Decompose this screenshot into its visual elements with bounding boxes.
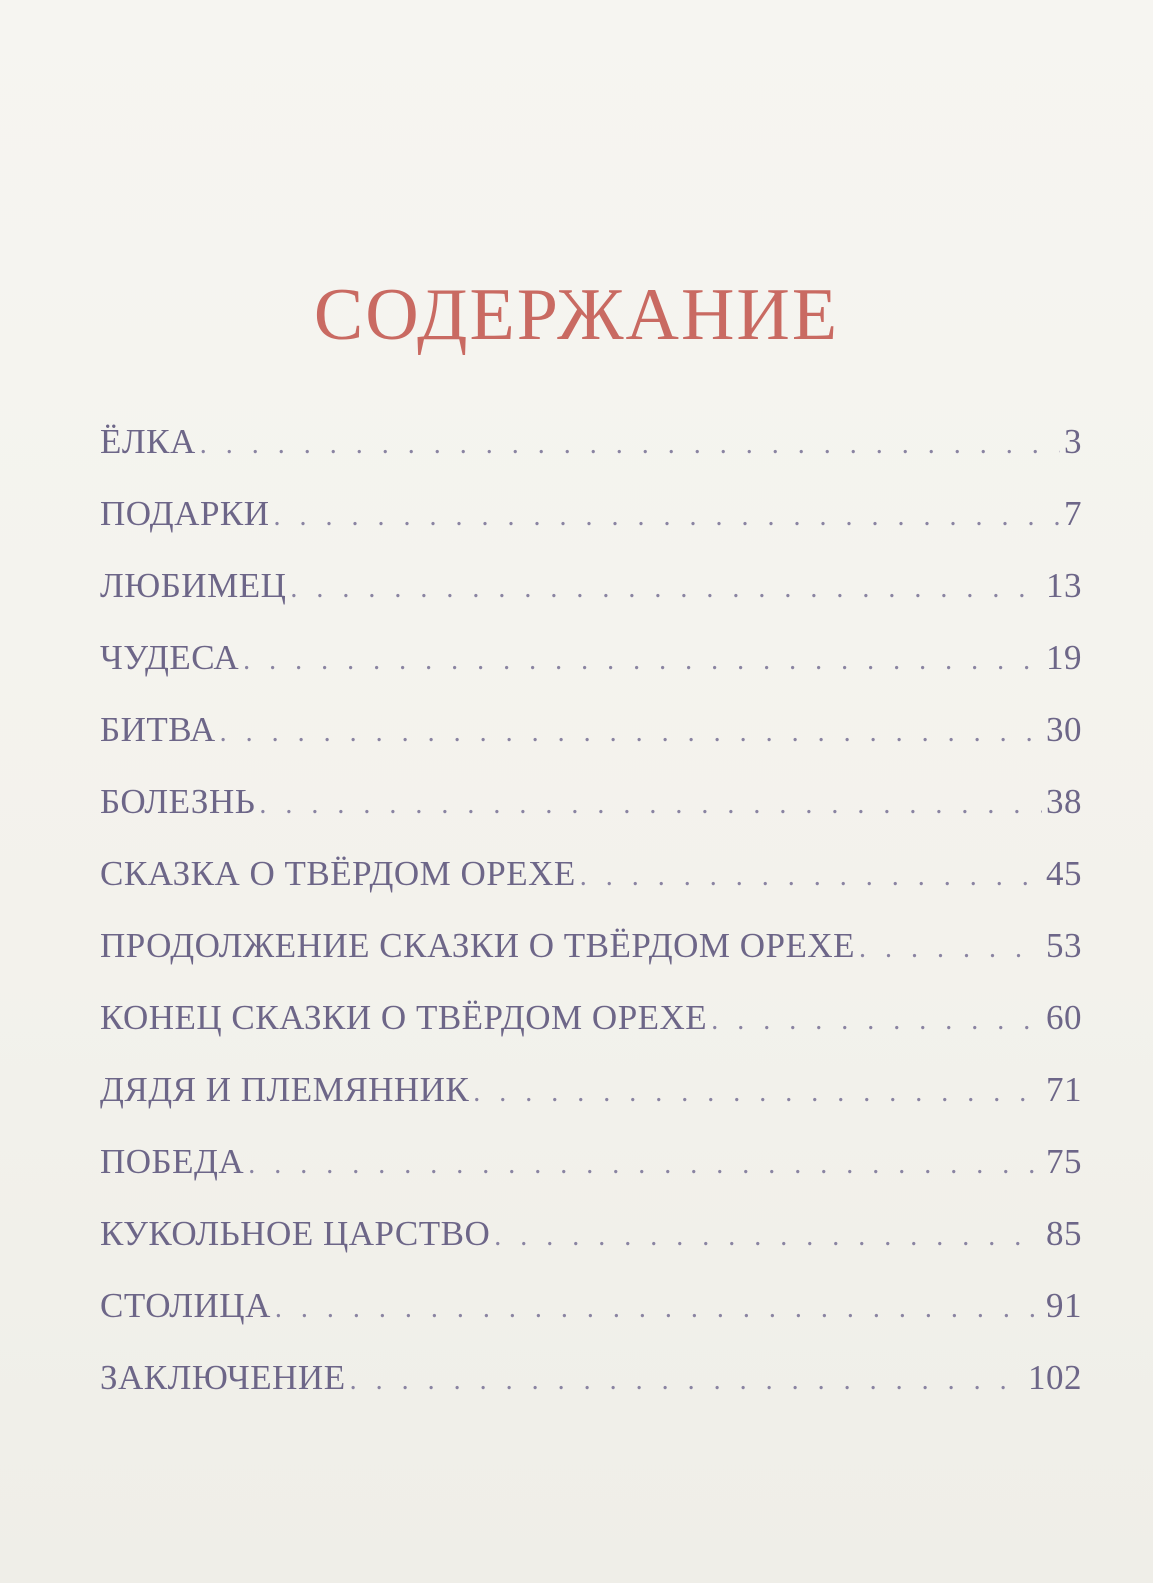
toc-entry <box>100 1282 1082 1354</box>
toc-entry <box>100 634 1082 706</box>
dot-leader <box>580 853 1042 901</box>
toc-entry-title: ЁЛКА <box>100 422 196 461</box>
toc-entry-page: 102 <box>1028 1358 1082 1397</box>
toc-entry-page: 19 <box>1046 638 1082 677</box>
toc-entry <box>100 706 1082 778</box>
dot-leader <box>859 925 1042 973</box>
toc-entry-title: ПОДАРКИ <box>100 494 270 533</box>
dot-leader <box>290 565 1042 613</box>
toc-entry-page: 60 <box>1046 998 1082 1037</box>
toc-entry <box>100 994 1082 1066</box>
dot-leader <box>350 1357 1024 1405</box>
toc-entry-page: 3 <box>1064 422 1082 461</box>
toc-entry-title: ПРОДОЛЖЕНИЕ СКАЗКИ О ТВЁРДОМ ОРЕХЕ <box>100 926 856 965</box>
toc-entry-title: КОНЕЦ СКАЗКИ О ТВЁРДОМ ОРЕХЕ <box>100 998 708 1037</box>
dot-leader <box>248 1141 1042 1189</box>
toc-entry <box>100 778 1082 850</box>
dot-leader <box>243 637 1042 685</box>
toc-entry-page: 38 <box>1046 782 1082 821</box>
toc-entry-page: 53 <box>1046 926 1082 965</box>
toc-entry-page: 85 <box>1046 1214 1082 1253</box>
toc-entry <box>100 418 1082 490</box>
toc-entry-page: 7 <box>1064 494 1082 533</box>
toc-entry-title: КУКОЛЬНОЕ ЦАРСТВО <box>100 1214 491 1253</box>
toc-entry <box>100 850 1082 922</box>
toc-entry-title: ЧУДЕСА <box>100 638 240 677</box>
toc-entry <box>100 490 1082 562</box>
dot-leader <box>259 781 1042 829</box>
toc-entry-title: СКАЗКА О ТВЁРДОМ ОРЕХЕ <box>100 854 576 893</box>
dot-leader <box>494 1213 1042 1261</box>
toc-entry-title: ЛЮБИМЕЦ <box>100 566 287 605</box>
toc-entry <box>100 1354 1082 1426</box>
dot-leader <box>711 997 1042 1045</box>
toc-entry-page: 91 <box>1046 1286 1082 1325</box>
toc-entry-page: 71 <box>1046 1070 1082 1109</box>
toc-entry-page: 13 <box>1046 566 1082 605</box>
toc-entry <box>100 1210 1082 1282</box>
toc-entry-page: 75 <box>1046 1142 1082 1181</box>
toc-entry-title: ДЯДЯ И ПЛЕМЯННИК <box>100 1070 470 1109</box>
dot-leader <box>200 421 1060 469</box>
toc-entry-page: 30 <box>1046 710 1082 749</box>
page-title: СОДЕРЖАНИЕ <box>313 274 840 356</box>
toc-entry-page: 45 <box>1046 854 1082 893</box>
toc-entry-title: ЗАКЛЮЧЕНИЕ <box>100 1358 346 1397</box>
dot-leader <box>220 709 1042 757</box>
toc-entry-title: ПОБЕДА <box>100 1142 245 1181</box>
toc-entry <box>100 1138 1082 1210</box>
dot-leader <box>473 1069 1042 1117</box>
table-of-contents <box>100 418 1082 1426</box>
toc-entry-title: СТОЛИЦА <box>100 1286 271 1325</box>
dot-leader <box>274 493 1060 541</box>
toc-entry <box>100 562 1082 634</box>
dot-leader <box>275 1285 1042 1333</box>
toc-entry <box>100 922 1082 994</box>
toc-entry-title: БИТВА <box>100 710 216 749</box>
toc-entry <box>100 1066 1082 1138</box>
toc-entry-title: БОЛЕЗНЬ <box>100 782 256 821</box>
